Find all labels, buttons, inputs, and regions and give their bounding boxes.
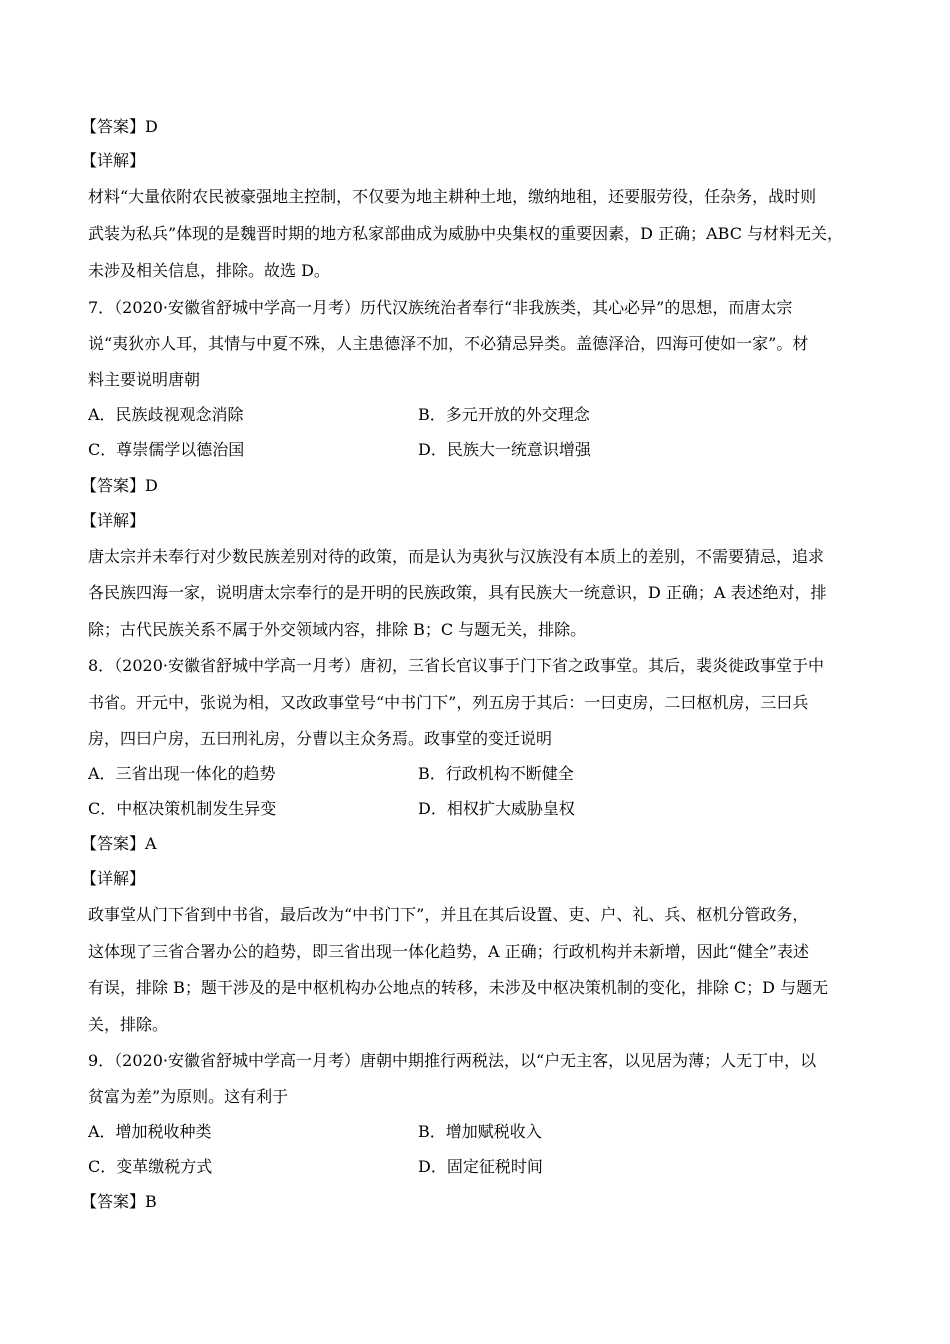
q9-answer: 【答案】B xyxy=(81,1192,157,1211)
q8-option-c: C．中枢决策机制发生异变 xyxy=(88,799,277,818)
q8-detail-line: 这体现了三省合署办公的趋势，即三省出现一体化趋势，A 正确；行政机构并未新增，因此“健全”表述 xyxy=(88,942,810,961)
q8-option-b: B．行政机构不断健全 xyxy=(418,764,574,783)
q9-option-c: C．变革缴税方式 xyxy=(88,1157,213,1176)
q7-detail-line: 除；古代民族关系不属于外交领域内容，排除 B；C 与题无关，排除。 xyxy=(88,620,587,639)
q9-option-b: B．增加赋税收入 xyxy=(418,1122,542,1141)
q8-detail-line: 政事堂从门下省到中书省，最后改为“中书门下”，并且在其后设置、吏、户、礼、兵、枢机分管政务， xyxy=(88,905,809,924)
q8-detail-label: 【详解】 xyxy=(81,869,146,888)
q9-option-d: D．固定征税时间 xyxy=(418,1157,543,1176)
q8-detail-line: 有误，排除 B；题干涉及的是中枢机构办公地点的转移，未涉及中枢决策机制的变化，排除 C；D 与题无 xyxy=(88,978,829,997)
q7-option-b: B．多元开放的外交理念 xyxy=(418,405,590,424)
q6-detail-line: 武装为私兵”体现的是魏晋时期的地方私家部曲成为威胁中央集权的重要因素，D 正确；ABC 与材料无关， xyxy=(88,224,844,243)
q9-stem-line: 贫富为差”为原则。这有利于 xyxy=(88,1087,289,1106)
q6-detail-label: 【详解】 xyxy=(81,151,146,170)
q8-answer: 【答案】A xyxy=(81,834,157,853)
q7-detail-line: 各民族四海一家，说明唐太宗奉行的是开明的民族政策，具有民族大一统意识，D 正确；A 表述绝对，排 xyxy=(88,583,827,602)
q8-stem-line: 房，四曰户房，五曰刑礼房，分曹以主众务焉。政事堂的变迁说明 xyxy=(88,729,553,748)
q8-stem-line: 书省。开元中，张说为相，又改政事堂号“中书门下”，列五房于其后：一曰吏房，二曰枢机房，三曰兵 xyxy=(88,693,809,712)
q7-stem-line: 说“夷狄亦人耳，其情与中夏不殊，人主患德泽不加，不必猜忌异类。盖德泽洽，四海可使如一家”。材 xyxy=(88,334,809,353)
q7-option-c: C．尊崇儒学以德治国 xyxy=(88,440,245,459)
q7-option-a: A．民族歧视观念消除 xyxy=(88,405,244,424)
q8-detail-line: 关，排除。 xyxy=(88,1015,169,1034)
q8-option-a: A．三省出现一体化的趋势 xyxy=(88,764,276,783)
q7-answer: 【答案】D xyxy=(81,476,158,495)
q9-option-a: A．增加税收种类 xyxy=(88,1122,212,1141)
q6-detail-line: 未涉及相关信息，排除。故选 D。 xyxy=(88,261,330,280)
q6-answer: 【答案】D xyxy=(81,117,158,136)
q7-detail-line: 唐太宗并未奉行对少数民族差别对待的政策，而是认为夷狄与汉族没有本质上的差别，不需要猜忌，追求 xyxy=(88,547,825,566)
q6-detail-line: 材料“大量依附农民被豪强地主控制，不仅要为地主耕种土地，缴纳地租，还要服劳役，任杂务，战时则 xyxy=(88,187,817,206)
q8-stem-line: 8．（2020·安徽省舒城中学高一月考）唐初，三省长官议事于门下省之政事堂。其后，裴炎徙政事堂于中 xyxy=(88,656,824,675)
q7-option-d: D．民族大一统意识增强 xyxy=(418,440,591,459)
q8-option-d: D．相权扩大威胁皇权 xyxy=(418,799,575,818)
q9-stem-line: 9．（2020·安徽省舒城中学高一月考）唐朝中期推行两税法，以“户无主客，以见居为薄；人无丁中，以 xyxy=(88,1051,817,1070)
q7-stem-line: 7．（2020·安徽省舒城中学高一月考）历代汉族统治者奉行“非我族类，其心必异”的思想，而唐太宗 xyxy=(88,298,793,317)
q7-detail-label: 【详解】 xyxy=(81,511,146,530)
q7-stem-line: 料主要说明唐朝 xyxy=(88,370,201,389)
